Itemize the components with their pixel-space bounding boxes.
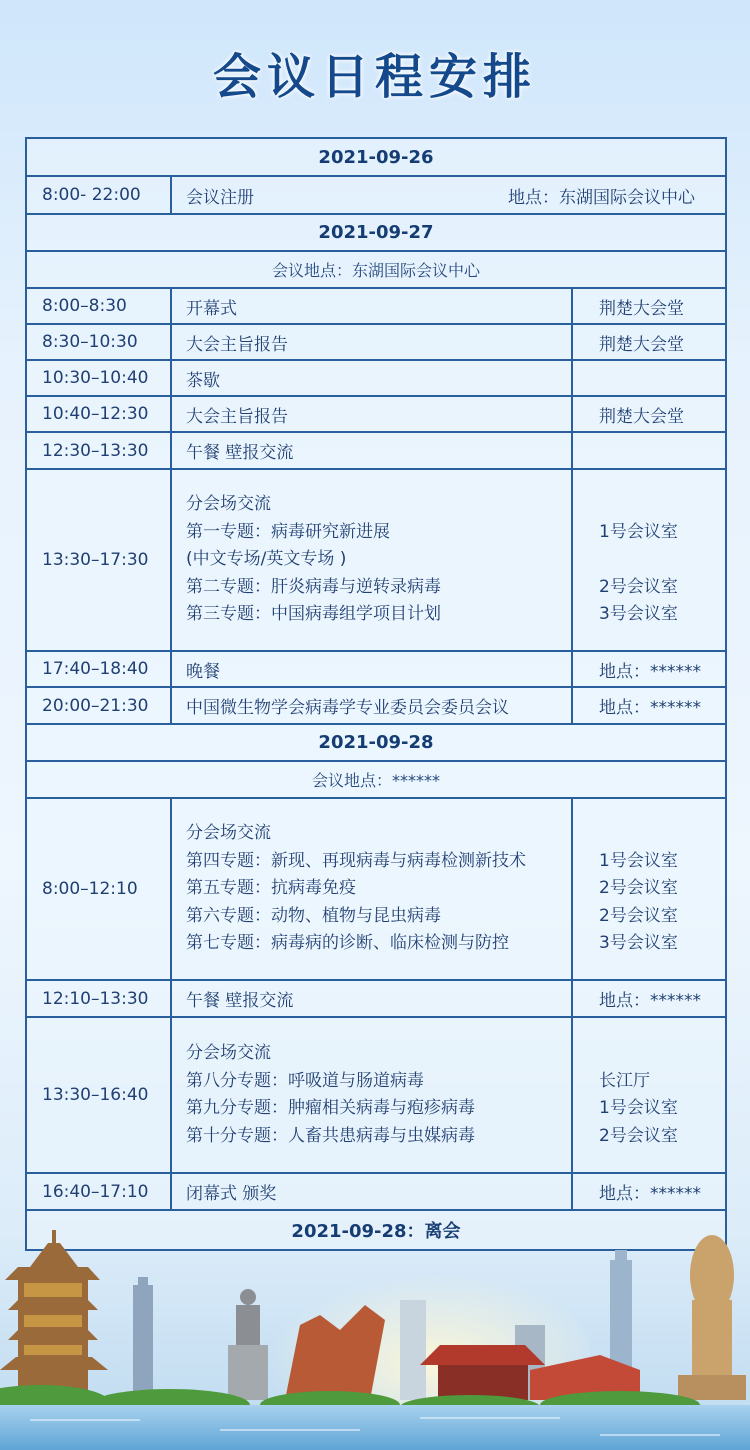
location-cell: [573, 799, 725, 979]
activity-text: 会议注册: [186, 187, 254, 208]
location-cell: 地点：******: [599, 661, 701, 682]
topic-line: 第五专题：抗病毒免疫: [186, 878, 356, 899]
schedule-table: [25, 137, 727, 1251]
table-row: [27, 470, 725, 652]
breakout-heading: 分会场交流: [186, 823, 271, 844]
lake-water: [0, 1405, 750, 1450]
room-line: 2号会议室: [599, 878, 678, 899]
venue-row: 会议地点：东湖国际会议中心: [27, 252, 725, 289]
topic-line: 第四专题：新现、再现病毒与病毒检测新技术: [186, 850, 526, 871]
activity-cell: [172, 799, 573, 979]
location-cell: 荆楚大会堂: [599, 334, 684, 355]
breakout-heading: 分会场交流: [186, 1043, 271, 1063]
date-row: 2021-09-27: [27, 215, 725, 252]
location-text: 地点：东湖国际会议中心: [508, 187, 695, 208]
time-cell: 8:00–8:30: [27, 289, 172, 323]
time-cell: 10:30–10:40: [27, 361, 172, 395]
room-line: 2号会议室: [599, 576, 678, 597]
location-cell: 荆楚大会堂: [599, 298, 684, 319]
date-row: 2021-09-26: [27, 139, 725, 177]
activity-cell: [172, 470, 573, 650]
activity-cell: 闭幕式 颁奖: [172, 1174, 573, 1209]
location-cell: [573, 433, 725, 468]
tower-left: [133, 1285, 153, 1400]
time-cell: 8:30–10:30: [27, 325, 172, 359]
activity-cell: 开幕式: [172, 289, 573, 323]
time-cell: 8:00- 22:00: [27, 177, 172, 213]
activity-cell: 午餐 壁报交流: [172, 433, 573, 468]
topic-line: (中文专场/英文专场 ): [186, 549, 347, 570]
location-cell: 地点：******: [599, 698, 701, 718]
time-cell: 16:40–17:10: [27, 1174, 172, 1209]
activity-cell: 午餐 壁报交流: [172, 981, 573, 1016]
time-cell: 10:40–12:30: [27, 397, 172, 431]
table-row: [27, 397, 725, 433]
table-row: [27, 433, 725, 470]
time-cell: 20:00–21:30: [27, 688, 172, 723]
page-title: 会议日程安排: [212, 49, 537, 105]
room-line: 2号会议室: [599, 1125, 678, 1146]
room-line: 1号会议室: [599, 1098, 678, 1118]
room-line: 1号会议室: [599, 850, 678, 871]
time-cell: 12:10–13:30: [27, 981, 172, 1016]
date-row: 2021-09-28: [27, 725, 725, 762]
topic-line: 第十分专题：人畜共患病毒与虫媒病毒: [186, 1125, 475, 1146]
time-cell: 17:40–18:40: [27, 652, 172, 686]
activity-cell: 茶歇: [172, 361, 573, 395]
table-row: [27, 361, 725, 397]
table-row: [27, 652, 725, 688]
location-cell: [573, 361, 725, 395]
room-line: 1号会议室: [599, 521, 678, 542]
table-row: [27, 289, 725, 325]
location-cell: 地点：******: [599, 991, 701, 1011]
table-row: [27, 688, 725, 725]
departure-row: 2021-09-28：离会: [291, 1221, 461, 1242]
location-cell: [573, 1018, 725, 1172]
temple-roof: [420, 1345, 545, 1400]
topic-line: 第八分专题：呼吸道与肠道病毒: [186, 1070, 424, 1091]
activity-cell: [172, 177, 725, 213]
time-cell: 8:00–12:10: [27, 799, 172, 979]
location-cell: 地点：******: [599, 1184, 701, 1204]
topic-line: 第七专题：病毒病的诊断、临床检测与防控: [186, 933, 509, 954]
location-cell: 荆楚大会堂: [599, 406, 684, 427]
topic-line: 第六专题：动物、植物与昆虫病毒: [186, 905, 441, 926]
time-cell: 12:30–13:30: [27, 433, 172, 468]
activity-cell: 大会主旨报告: [172, 325, 573, 359]
activity-cell: 晚餐: [172, 652, 573, 686]
venue-row: 会议地点：******: [27, 762, 725, 799]
topic-line: 第一专题：病毒研究新进展: [186, 521, 390, 542]
location-cell: [573, 470, 725, 650]
buddha-statue: [678, 1235, 746, 1400]
activity-cell: 大会主旨报告: [172, 397, 573, 431]
breakout-heading: 分会场交流: [186, 494, 271, 515]
topic-line: 第九分专题：肿瘤相关病毒与疱疹病毒: [186, 1098, 475, 1118]
table-row: [27, 177, 725, 215]
topic-line: 第三专题：中国病毒组学项目计划: [186, 604, 441, 625]
room-line: 3号会议室: [599, 933, 678, 954]
activity-cell: 中国微生物学会病毒学专业委员会委员会议: [172, 688, 573, 723]
table-row: [27, 1018, 725, 1174]
city-skyline-illustration: [0, 1205, 750, 1450]
room-line: 长江厅: [599, 1070, 650, 1091]
room-line: 3号会议室: [599, 604, 678, 625]
table-row: [27, 799, 725, 981]
activity-cell: [172, 1018, 573, 1172]
table-row: [27, 981, 725, 1018]
topic-line: 第二专题：肝炎病毒与逆转录病毒: [186, 576, 441, 597]
time-cell: 13:30–17:30: [27, 470, 172, 650]
time-cell: 13:30–16:40: [27, 1018, 172, 1172]
table-row: [27, 325, 725, 361]
room-line: 2号会议室: [599, 905, 678, 926]
